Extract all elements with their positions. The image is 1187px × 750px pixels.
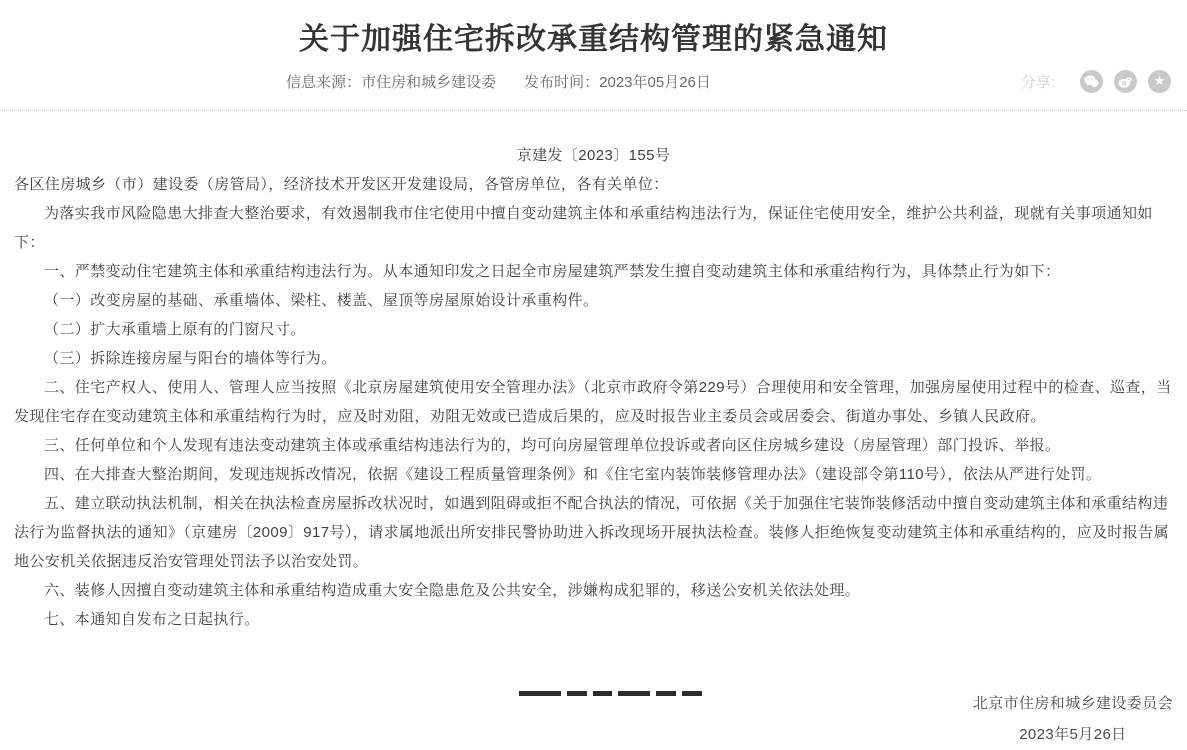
- paragraph: 一、严禁变动住宅建筑主体和承重结构违法行为。从本通知印发之日起全市房屋建筑严禁发生擅自变动建筑主体和承重结构行为，具体禁止行为如下：: [44, 263, 1061, 280]
- publish-value: 2023年05月26日: [599, 73, 711, 91]
- paragraph: 四、在大排查大整治期间，发现违规拆改情况，依据《建设工程质量管理条例》和《住宅室内装饰装修管理办法》（建设部令第110号），依法从严进行处罚。: [44, 466, 1102, 483]
- meta-row: [0, 68, 1187, 94]
- share-area: [997, 70, 1187, 93]
- wechat-icon: [1084, 75, 1099, 88]
- paragraph: 为落实我市风险隐患大排查大整治要求，有效遏制我市住宅使用中擅自变动建筑主体和承重结构违法行为，保证住宅使用安全，维护公共利益，现就有关事项通知如下：: [14, 205, 1153, 251]
- source-value: 市住房和城乡建设委: [361, 73, 497, 91]
- star-icon: ★: [1153, 73, 1166, 89]
- weibo-icon: [1118, 75, 1133, 88]
- paragraph: 七、本通知自发布之日起执行。: [44, 611, 260, 628]
- publish-label: 发布时间：: [524, 73, 600, 91]
- paragraph: （一）改变房屋的基础、承重墙体、梁柱、楼盖、屋顶等房屋原始设计承重构件。: [44, 292, 599, 309]
- signature-block: [14, 688, 1173, 750]
- weibo-share-icon[interactable]: [1114, 70, 1137, 93]
- salutation: 各区住房城乡（市）建设委（房管局），经济技术开发区开发建设局，各管房单位，各有关单位：: [14, 176, 669, 193]
- clipped-glyph: [593, 691, 612, 696]
- paragraph: 二、住宅产权人、使用人、管理人应当按照《北京房屋建筑使用安全管理办法》（北京市政府令第229号）合理使用和安全管理，加强房屋使用过程中的检查、巡查，当发现住宅存在变动建筑主体和承重结构行为时，应及时劝阻，劝阻无效或已造成后果的，应及时报告业主委员会或居委会、街道办事处、乡镇人民政府。: [14, 379, 1172, 425]
- article-meta: [0, 71, 997, 92]
- favorite-share-icon[interactable]: [1148, 70, 1171, 93]
- paragraph: 六、装修人因擅自变动建筑主体和承重结构造成重大安全隐患危及公共安全，涉嫌构成犯罪的，移送公安机关依法处理。: [44, 582, 861, 599]
- signature-inner: [973, 688, 1173, 750]
- clipped-glyph: [656, 691, 676, 696]
- signature-org: 北京市住房和城乡建设委员会: [972, 695, 1173, 712]
- article-header: [0, 0, 1187, 111]
- paragraph: （二）扩大承重墙上原有的门窗尺寸。: [44, 321, 306, 338]
- source-label: 信息来源：: [286, 73, 362, 91]
- clipped-glyph: [682, 691, 702, 696]
- paragraph: 三、任何单位和个人发现有违法变动建筑主体或承重结构违法行为的，均可向房屋管理单位投诉或者向区住房城乡建设（房屋管理）部门投诉、举报。: [44, 437, 1061, 454]
- paragraph: 五、建立联动执法机制，相关在执法检查房屋拆改状况时，如遇到阻碍或拒不配合执法的情况，可依据《关于加强住宅装饰装修活动中擅自变动建筑主体和承重结构违法行为监督执法的通知》（京建房〔2009〕917号），请求属地派出所安排民警协助进入拆改现场开展执法检查。装修人拒绝恢复变动建筑主体和承重结构的，应及时报告属地公安机关依据违反治安管理处罚法予以治安处罚。: [14, 495, 1170, 570]
- wechat-share-icon[interactable]: [1080, 70, 1103, 93]
- clipped-bottom-text: [519, 691, 702, 696]
- clipped-glyph: [618, 691, 650, 696]
- doc-number: 京建发〔2023〕155号: [516, 147, 671, 164]
- paragraph: （三）拆除连接房屋与阳台的墙体等行为。: [44, 350, 337, 367]
- clipped-glyph: [567, 691, 587, 696]
- article-body: [0, 111, 1187, 750]
- paragraph-list: [14, 199, 1173, 634]
- signature-date: 2023年5月26日: [1019, 726, 1127, 743]
- share-label: 分享:: [1020, 73, 1055, 91]
- page-title: 关于加强住宅拆改承重结构管理的紧急通知: [299, 23, 888, 56]
- clipped-glyph: [519, 691, 561, 696]
